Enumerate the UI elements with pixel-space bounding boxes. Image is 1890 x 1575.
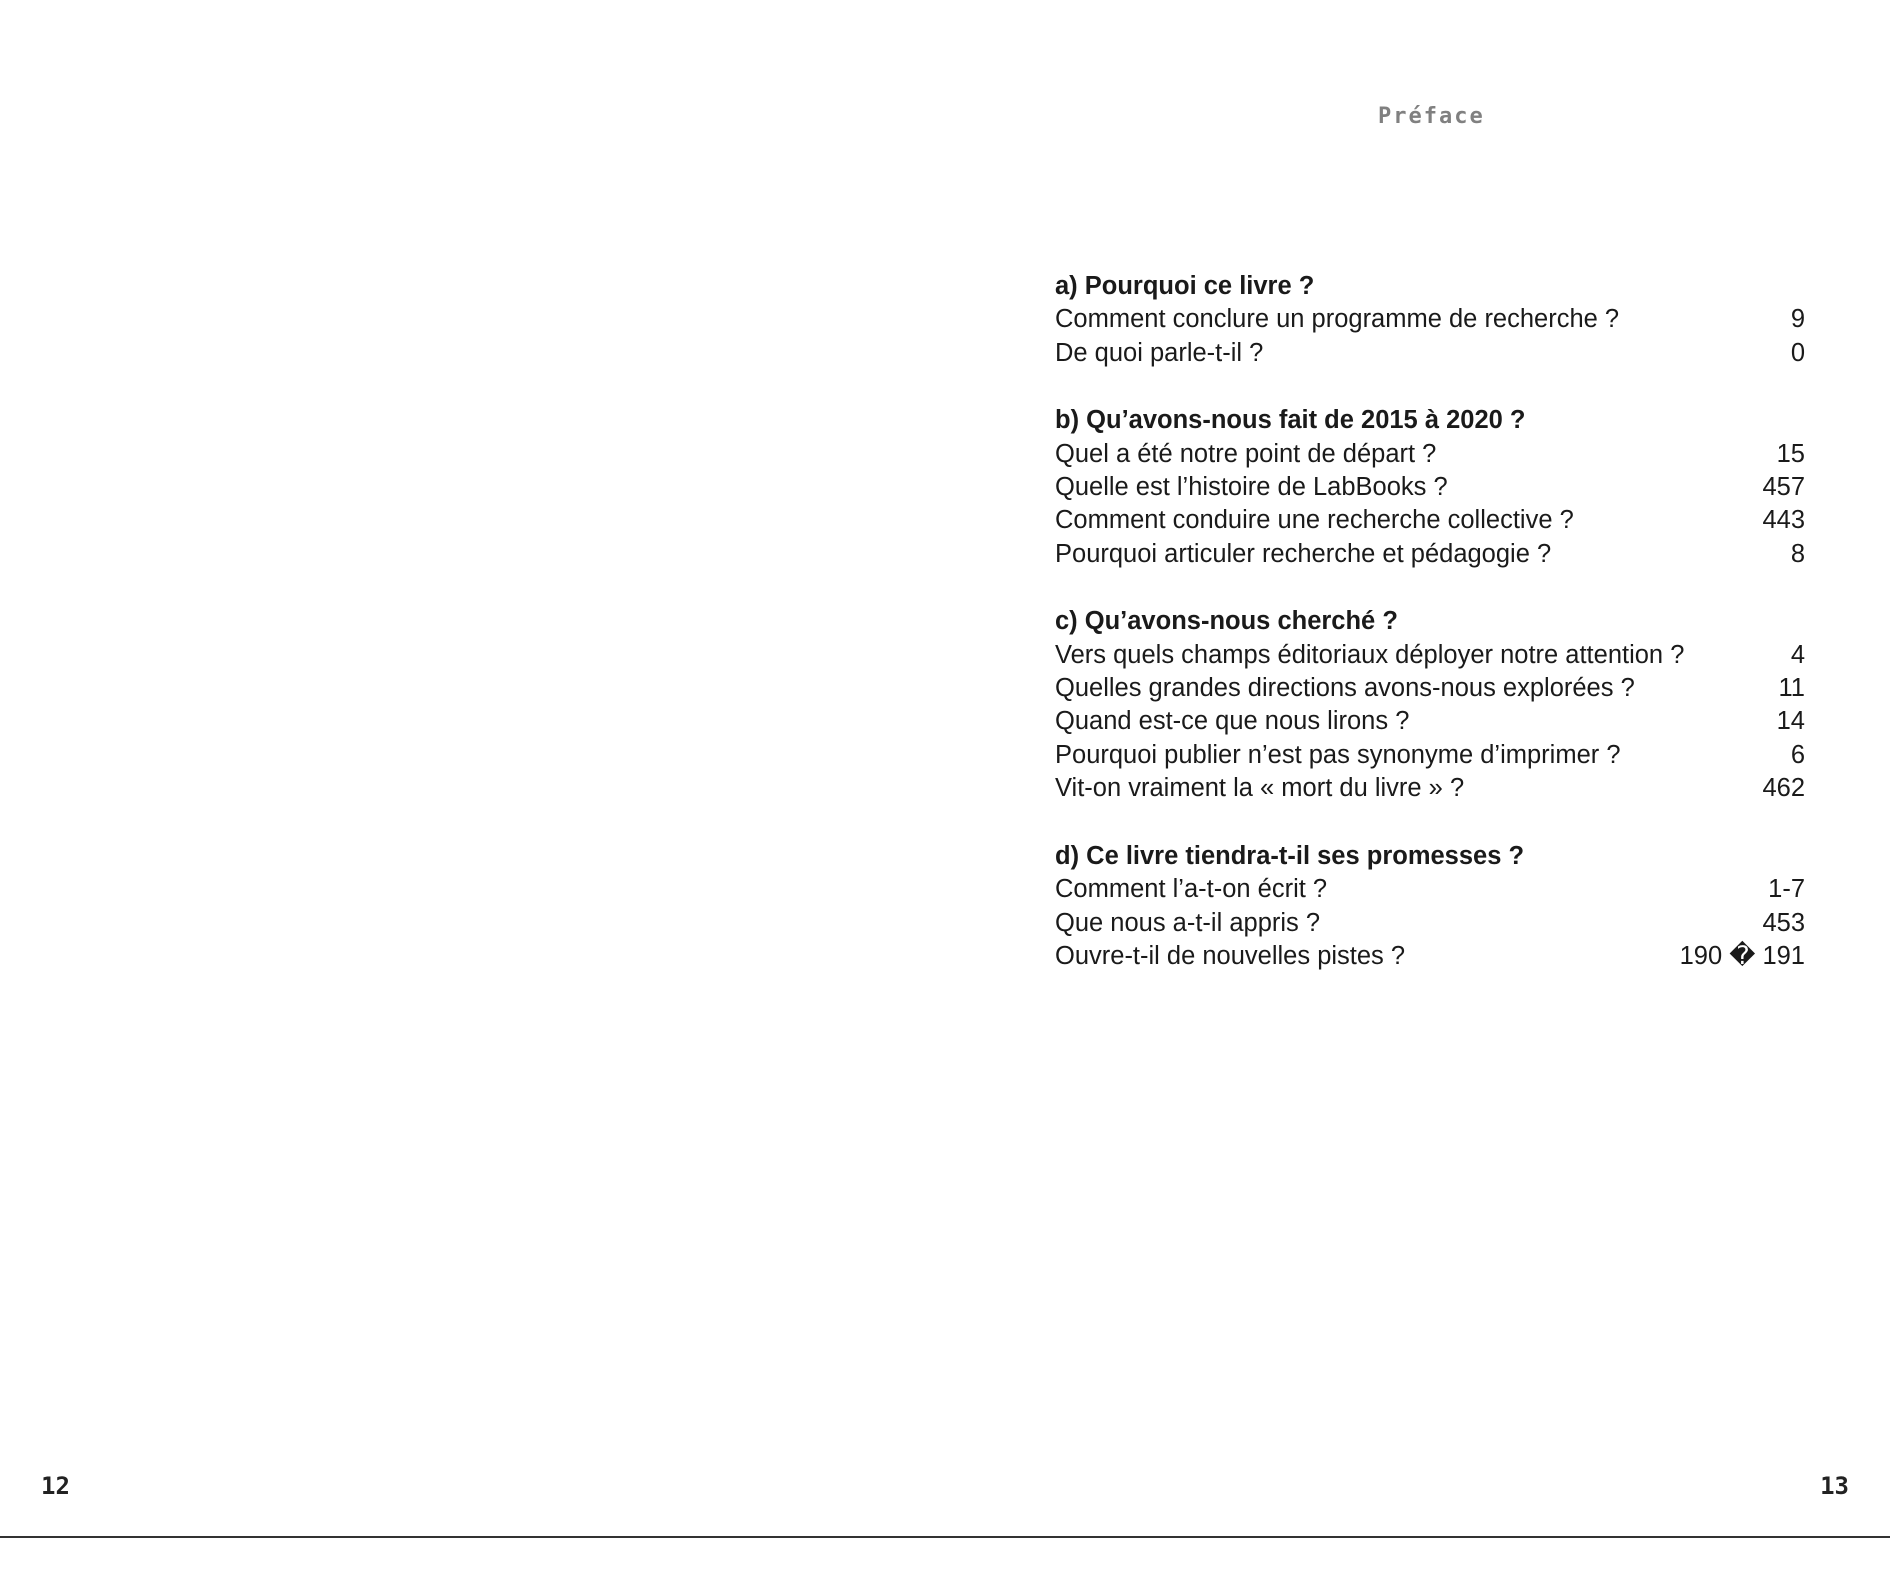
toc-section-c (1055, 605, 1805, 805)
toc-entry-page: 462 (1762, 774, 1805, 803)
toc-entry-page: 190 � 191 (1679, 941, 1805, 970)
toc-entry-question: Pourquoi publier n’est pas synonyme d’imprimer ? (1055, 740, 1621, 769)
toc-entry (1055, 873, 1805, 906)
page-number-right: 13 (1820, 1472, 1849, 1500)
toc-entry-question: Comment l’a-t-on écrit ? (1055, 875, 1328, 904)
toc-section-title: a) Pourquoi ce livre ? (1055, 272, 1315, 300)
toc-entry-question: Quel a été notre point de départ ? (1055, 439, 1437, 468)
toc-entry-question: Vers quels champs éditoriaux déployer notre attention ? (1055, 640, 1685, 669)
toc-entry-page: 453 (1762, 908, 1805, 937)
toc-entry-page: 9 (1790, 305, 1805, 334)
toc-section-title: b) Qu’avons-nous fait de 2015 à 2020 ? (1055, 406, 1526, 435)
toc-entry (1055, 940, 1805, 973)
toc-entry (1055, 504, 1805, 537)
toc-entry-page: 0 (1790, 338, 1805, 367)
toc-entry-page: 8 (1790, 539, 1805, 568)
bottom-rule (0, 1536, 1890, 1538)
toc-section-d (1055, 840, 1805, 974)
toc-entry (1055, 672, 1805, 705)
toc-entry (1055, 337, 1805, 370)
toc-entry-question: Quand est-ce que nous lirons ? (1055, 707, 1410, 736)
toc-entry-page: 4 (1790, 640, 1805, 669)
toc-entry (1055, 739, 1805, 772)
toc-entry-question: Pourquoi articuler recherche et pédagogie ? (1055, 539, 1552, 568)
toc-section-b (1055, 404, 1805, 571)
toc-entry-page: 15 (1776, 439, 1805, 468)
toc-entry (1055, 538, 1805, 571)
toc-entry-page: 443 (1762, 506, 1805, 535)
toc-entry-page: 1-7 (1768, 875, 1805, 904)
toc-entry-question: De quoi parle-t-il ? (1055, 338, 1264, 367)
toc-entry (1055, 772, 1805, 805)
toc-entry-question: Comment conclure un programme de recherche ? (1055, 305, 1620, 334)
toc-entry-question: Que nous a-t-il appris ? (1055, 908, 1321, 937)
toc-entry (1055, 438, 1805, 471)
table-of-contents (1055, 270, 1805, 1007)
toc-entry-page: 11 (1778, 674, 1805, 703)
toc-entry (1055, 639, 1805, 672)
toc-entry-question: Quelle est l’histoire de LabBooks ? (1055, 473, 1448, 502)
toc-entry (1055, 471, 1805, 504)
toc-entry-page: 457 (1762, 473, 1805, 502)
toc-entry-page: 6 (1790, 740, 1805, 769)
toc-entry (1055, 907, 1805, 940)
toc-entry-question: Comment conduire une recherche collective ? (1055, 506, 1574, 535)
toc-entry-page: 14 (1776, 707, 1805, 736)
toc-entry (1055, 303, 1805, 336)
toc-section-a (1055, 270, 1805, 370)
running-head: Préface (1378, 104, 1485, 129)
toc-entry-question: Vit-on vraiment la « mort du livre » ? (1055, 774, 1465, 803)
toc-section-title: d) Ce livre tiendra-t-il ses promesses ? (1055, 841, 1525, 870)
toc-entry (1055, 705, 1805, 738)
toc-entry-question: Quelles grandes directions avons-nous explorées ? (1055, 674, 1635, 703)
toc-entry-question: Ouvre-t-il de nouvelles pistes ? (1055, 941, 1406, 970)
toc-section-title: c) Qu’avons-nous cherché ? (1055, 607, 1398, 636)
page-number-left: 12 (41, 1472, 70, 1500)
